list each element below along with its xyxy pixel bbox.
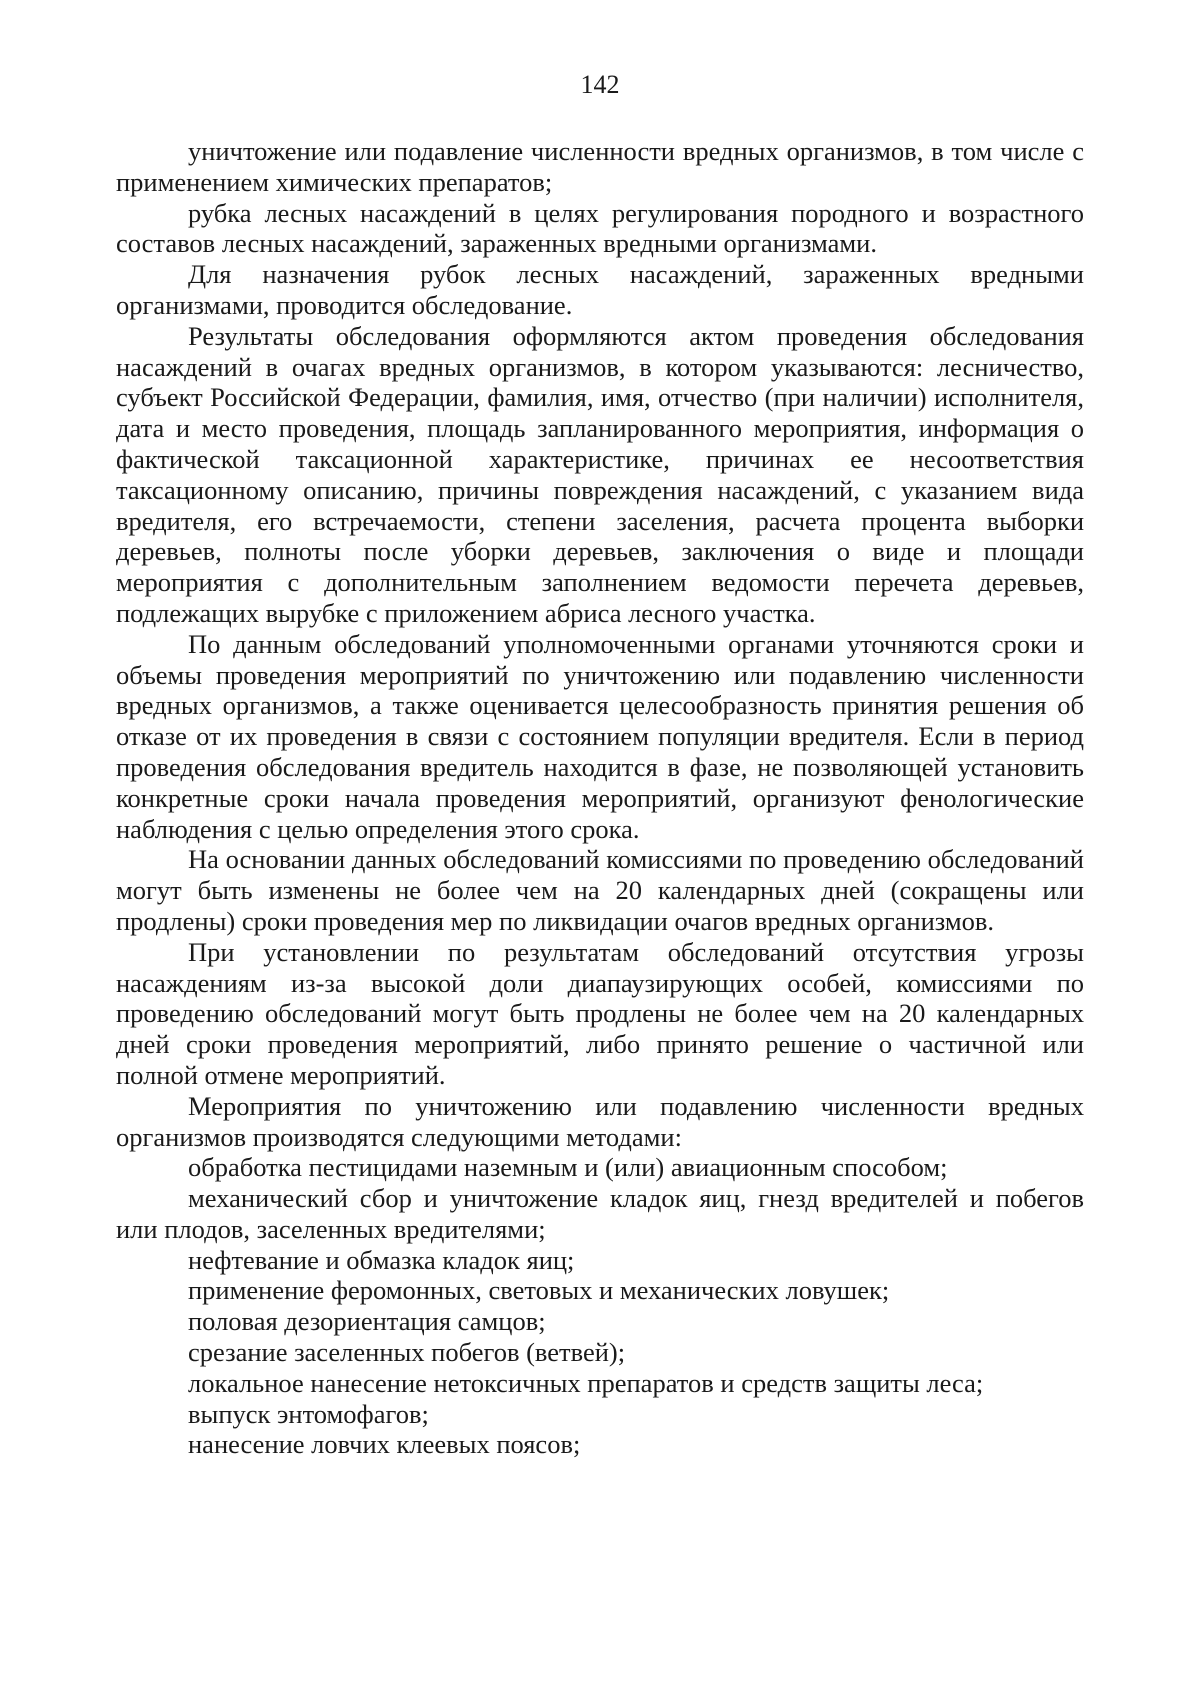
list-item-local-application: локальное нанесение нетоксичных препаратов и средств защиты леса; [188, 1367, 984, 1398]
list-item-shoot-cutting: срезание заселенных побегов (ветвей); [188, 1337, 626, 1368]
list-item-oiling-egg-clutches: нефтевание и обмазка кладок яиц; [188, 1244, 575, 1275]
list-item-glue-belts: нанесение ловчих клеевых поясов; [188, 1429, 581, 1460]
paragraph-commission-dates: На основании данных обследований комиссиями по проведению обследований могут быть изменены не более чем на 20 календарных дней (сокращены или продлены) сроки проведения мер по ликвидации очагов вредных организмов. [116, 844, 1084, 936]
paragraph-methods-intro: Мероприятия по уничтожению или подавлению численности вредных организмов производятся следующими методами: [116, 1090, 1084, 1152]
page-number: 142 [580, 70, 620, 99]
document-body [116, 136, 1084, 1460]
list-item-male-disorientation: половая дезориентация самцов; [188, 1306, 546, 1337]
paragraph-survey-purpose: Для назначения рубок лесных насаждений, зараженных вредными организмами, проводится обследование. [116, 259, 1084, 320]
paragraph-pest-destruction: уничтожение или подавление численности вредных организмов, в том числе с применением химических препаратов; [116, 136, 1084, 197]
paragraph-survey-act: Результаты обследования оформляются актом проведения обследования насаждений в очагах вредных организмов, в котором указываются: лесничество, субъект Российской Федерации, фамилия, имя, отчество (при наличии) исполнителя, дата и место проведения, площадь запланированного мероприятия, информация о фактической таксационной характеристике, причинах ее несоответствия таксационному описанию, причины повреждения насаждений, с указанием вида вредителя, его встречаемости, степени заселения, расчета процента выборки деревьев, полноты после уборки деревьев, заключения о виде и площади мероприятия с дополнительным заполнением ведомости перечета деревьев, подлежащих вырубке с приложением абриса лесного участка. [116, 320, 1084, 628]
list-item-entomophages: выпуск энтомофагов; [188, 1398, 429, 1429]
paragraph-threat-absence: При установлении по результатам обследований отсутствия угрозы насаждениям из-за высокой доли диапаузирующих особей, комиссиями по проведению обследований могут быть продлены не более чем на 20 календарных дней сроки проведения мероприятий, либо принято решение о частичной или полной отмене мероприятий. [116, 936, 1084, 1090]
list-item-traps: применение феромонных, световых и механических ловушек; [188, 1275, 890, 1306]
list-item-mechanical-collection: механический сбор и уничтожение кладок яиц, гнезд вредителей и побегов или плодов, заселенных вредителями; [116, 1183, 1084, 1244]
paragraph-felling-regulation: рубка лесных насаждений в целях регулирования породного и возрастного составов лесных насаждений, зараженных вредными организмами. [116, 197, 1084, 259]
list-item-pesticide-treatment: обработка пестицидами наземным и (или) авиационным способом; [188, 1152, 948, 1183]
paragraph-survey-data: По данным обследований уполномоченными органами уточняются сроки и объемы проведения мероприятий по уничтожению или подавлению численности вредных организмов, а также оценивается целесообразность принятия решения об отказе от их проведения в связи с состоянием популяции вредителя. Если в период проведения обследования вредитель находится в фазе, не позволяющей установить конкретные сроки начала проведения мероприятий, организуют фенологические наблюдения с целью определения этого срока. [116, 628, 1084, 844]
